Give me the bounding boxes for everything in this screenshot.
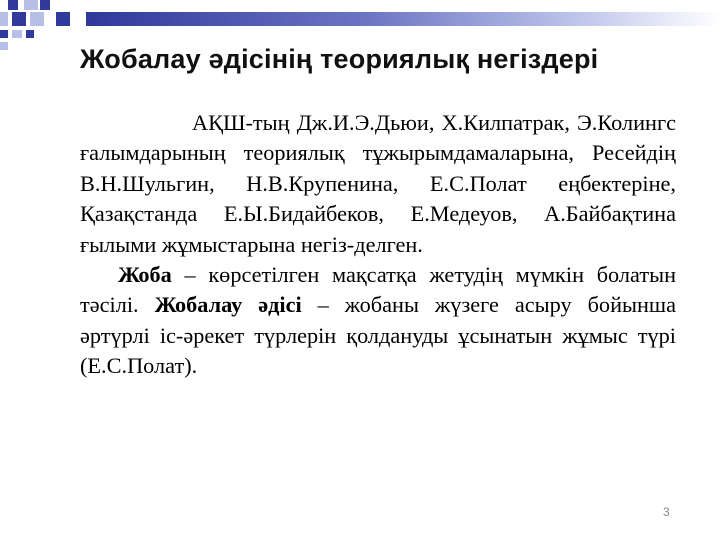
decor-square xyxy=(8,0,18,10)
decor-square xyxy=(0,30,8,38)
header-gradient-bar xyxy=(86,12,720,26)
decor-square xyxy=(40,0,50,10)
decor-square xyxy=(24,0,38,10)
decor-square xyxy=(56,12,70,26)
page-number: 3 xyxy=(663,505,670,519)
definition-project: – көрсетілген мақсатқа жетудің мүмкін болатын тәсілі. xyxy=(80,262,676,318)
decor-square xyxy=(30,12,44,26)
decor-square xyxy=(0,42,8,50)
definition-project-method: – жобаны жүзеге асыру бойынша әртүрлі іс-әрекет түрлерін қолдануды ұсынатын жұмыс түрі (Е.С.Полат). xyxy=(80,292,676,379)
paragraph-1: АҚШ-тың Дж.И.Э.Дьюи, Х.Килпатрак, Э.Колингс ғалымдарының теориялық тұжырымдамаларына, Ресейдің В.Н.Шульгин, Н.В.Крупенина, Е.С.Полат еңбектеріне, Қазақстанда Е.Ы.Бидайбеков, Е.Медеуов, А.Байбақтина ғылыми жұмыстарына негіз-делген. xyxy=(80,110,676,257)
decor-square xyxy=(12,30,22,38)
decor-square xyxy=(0,12,8,26)
term-project-method: Жобалау әдісі xyxy=(154,292,302,318)
decor-square xyxy=(26,30,34,38)
paragraph-2 xyxy=(80,260,676,382)
term-project: Жоба xyxy=(118,262,172,288)
slide-title: Жобалау әдісінің теориялық негіздері xyxy=(80,44,599,74)
slide-body xyxy=(80,108,676,382)
decor-square xyxy=(12,12,26,26)
